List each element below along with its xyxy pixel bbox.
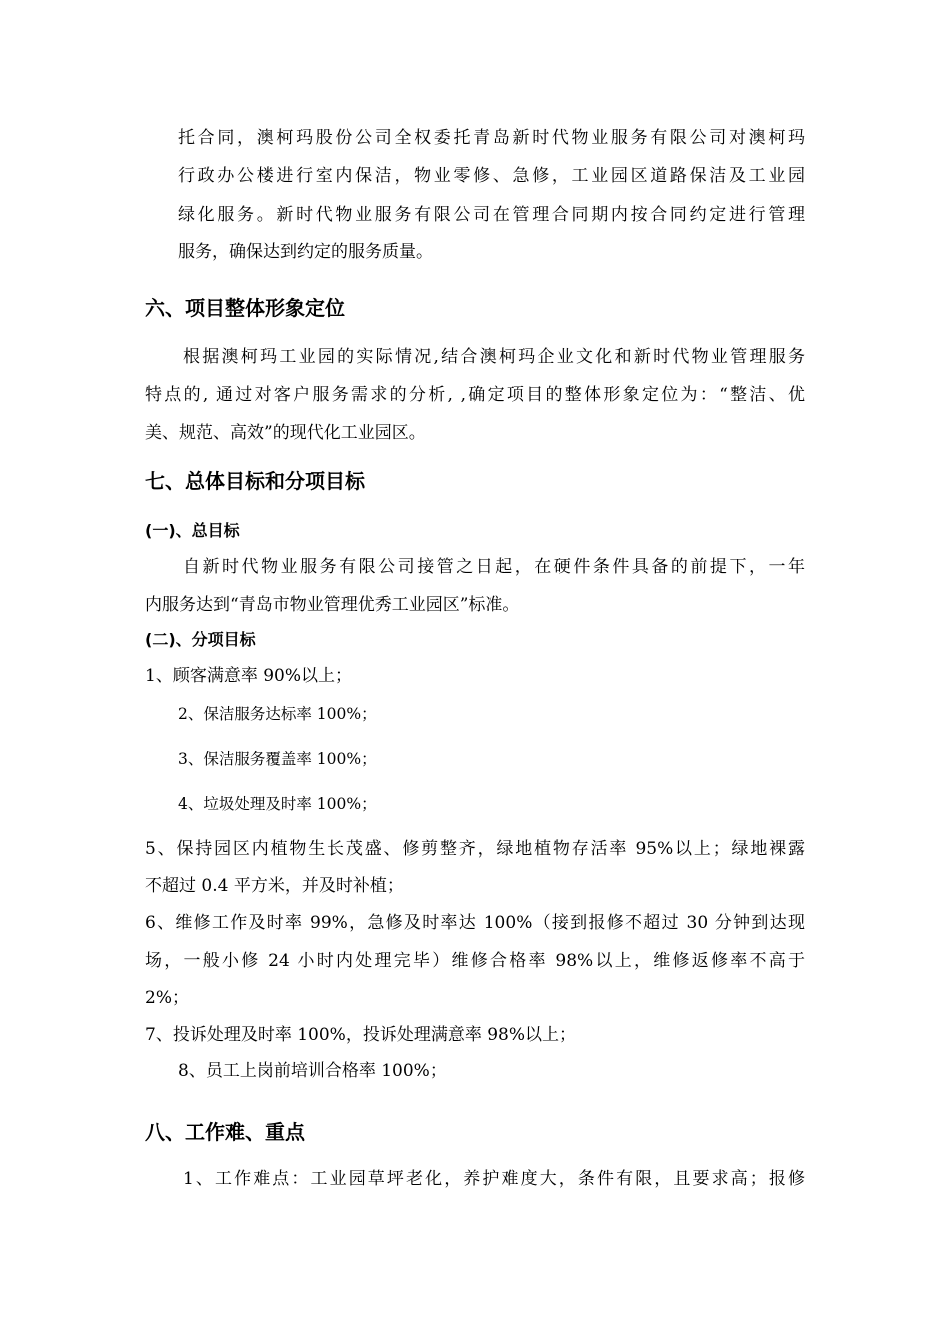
paragraph-line: 绿化服务。新时代物业服务有限公司在管理合同期内按合同约定进行管理 [178,205,805,225]
paragraph-line: 服务，确保达到约定的服务质量。 [178,242,433,262]
section-heading: 六、项目整体形象定位 [145,296,345,320]
list-item: 3、保洁服务覆盖率 100%； [178,750,377,768]
paragraph-line: 1、工作难点：工业园草坪老化，养护难度大，条件有限，且要求高；报修 [183,1169,805,1189]
paragraph-line: 根据澳柯玛工业园的实际情况,结合澳柯玛企业文化和新时代物业管理服务 [183,347,805,367]
list-item: 6、维修工作及时率 99%，急修及时率达 100%（接到报修不超过 30 分钟到达现 [145,913,805,933]
list-item: 2、保洁服务达标率 100%； [178,705,377,723]
list-item: 7、投诉处理及时率 100%，投诉处理满意率 98%以上； [145,1025,577,1045]
paragraph-line: 特点的, 通过对客户服务需求的分析, ,确定项目的整体形象定位为：“整洁、优 [145,385,805,405]
paragraph-line: 行政办公楼进行室内保洁，物业零修、急修，工业园区道路保洁及工业园 [178,166,805,186]
paragraph-line: 内服务达到“青岛市物业管理优秀工业园区”标准。 [145,595,520,615]
list-item: 5、保持园区内植物生长茂盛、修剪整齐，绿地植物存活率 95%以上；绿地裸露 [145,839,805,859]
paragraph-line: 托合同，澳柯玛股份公司全权委托青岛新时代物业服务有限公司对澳柯玛 [178,128,805,148]
list-item-continuation: 2%； [145,988,189,1008]
section-heading: 七、总体目标和分项目标 [145,469,365,493]
list-item: 8、员工上岗前培训合格率 100%； [178,1061,447,1081]
subsection-heading: (一)、总目标 [145,521,240,540]
section-heading: 八、工作难、重点 [145,1120,305,1144]
list-item: 4、垃圾处理及时率 100%； [178,795,377,813]
paragraph-line: 美、规范、高效”的现代化工业园区。 [145,423,426,443]
list-item: 1、顾客满意率 90%以上； [145,666,353,686]
list-item-continuation: 不超过 0.4 平方米，并及时补植； [145,876,404,896]
paragraph-line: 自新时代物业服务有限公司接管之日起，在硬件条件具备的前提下，一年 [183,557,805,577]
list-item-continuation: 场，一般小修 24 小时内处理完毕）维修合格率 98%以上，维修返修率不高于 [145,951,805,971]
subsection-heading: (二)、分项目标 [145,630,256,649]
